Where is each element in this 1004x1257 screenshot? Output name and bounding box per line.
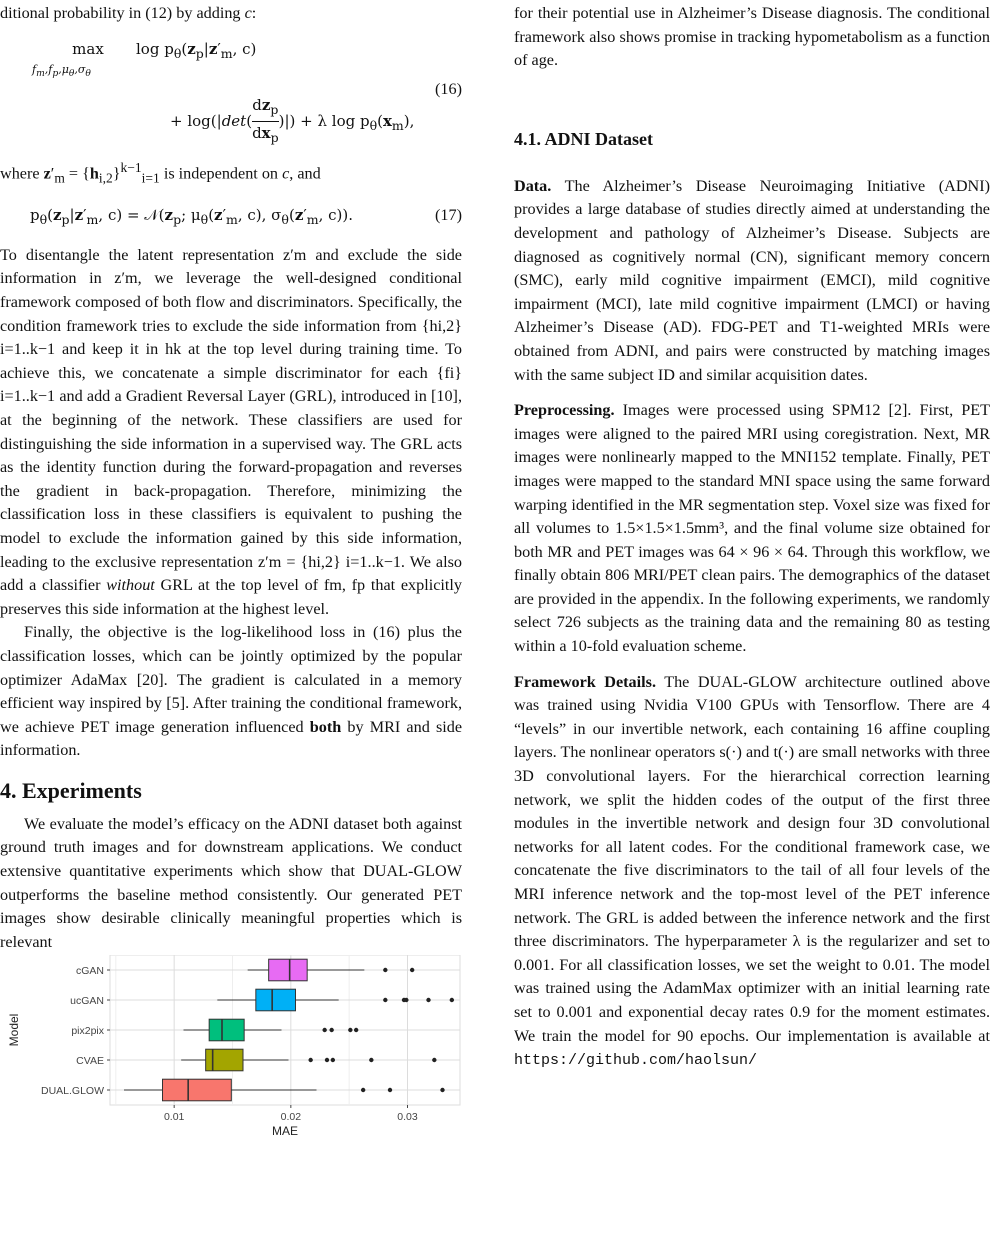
paragraph-preprocessing: Preprocessing. Images were processed using SPM12 [2]. First, PET images were aligned to the paired MRI using coregistration. Next, MR images were nonlinearly mapped to the MNI152 template. Finally, PET images were mapped to the standard MNI space using the same forward warping identified in the MR segmentation step. Voxel size was fixed for all volumes to 1.5×1.5×1.5mm³, and the final volume size obtained for both MR and PET images was 64 × 96 × 64. Through this workflow, we finally obtain 806 MRI/PET clean pairs. The demographics of the dataset are provided in the appendix. In the following experiments, we randomly select 726 subjects as the training data and the remaining 80 as testing within a 10-fold evaluation scheme. — [514, 401, 991, 656]
outlier-point — [404, 998, 408, 1002]
where-line: where $z'_m = \{h_{i,2}\}^{k-1}_{i=1}$ is independent on c, and — [0, 159, 321, 186]
y-axis-label: Model — [7, 1013, 21, 1047]
x-axis-label: MAE — [271, 1124, 299, 1138]
outlier-point — [450, 998, 454, 1002]
category-label: cGAN — [75, 965, 104, 977]
preprocessing-label: Preprocessing. — [514, 401, 615, 420]
mae-boxplot-chart — [0, 955, 462, 1255]
outlier-point — [354, 1028, 358, 1032]
outlier-point — [329, 1028, 333, 1032]
paragraph-experiments: We evaluate the model’s efficacy on the ADNI dataset both against ground truth images and for downstream applications. We conduct extensive quantitative experiments which show that DUAL-GLOW outperforms the baseline method consistently. Our generated PET images show desirable clinically meaningful properties which is relevant — [0, 814, 462, 951]
intro-line: ditional probability in (12) by adding c: — [0, 4, 257, 22]
box-iqr — [206, 1049, 243, 1071]
section-4-title: 4. Experiments — [0, 777, 142, 803]
outlier-point — [383, 968, 387, 972]
x-tick-label: 0.02 — [280, 1111, 302, 1123]
outlier-point — [440, 1088, 444, 1092]
right-column — [514, 0, 990, 1073]
outlier-point — [426, 998, 430, 1002]
paragraph-objective: Finally, the objective is the log-likelihood loss in (16) plus the classification losses, which can be jointly optimized by the popular optimizer AdaMax [20]. The gradient is calculated in a memory efficient way inspired by [5]. After training the conditional framework, we achieve PET image generation influenced both by MRI and side information. — [0, 623, 463, 760]
equation-17: $p_\theta(z_p|z'_m$, $c) = 𝒩(z_p$; $\mu_\theta(z'_m$, c), $\sigma_\theta(z'_m$, c)). (17) — [30, 205, 462, 227]
framework-label: Framework Details. — [514, 672, 656, 691]
outlier-point — [361, 1088, 365, 1092]
outlier-point — [348, 1028, 352, 1032]
outlier-point — [432, 1058, 436, 1062]
left-column — [0, 0, 462, 954]
paragraph-continued: for their potential use in Alzheimer’s Disease diagnosis. The conditional framework also shows promise in tracking hypometabolism as a function of age. — [514, 4, 990, 70]
outlier-point — [410, 968, 414, 972]
outlier-point — [383, 998, 387, 1002]
equation-16: max $f_m,f_p,\mu_\theta,\sigma_\theta$ $\log p_\theta(z_p|z'_m$, c) + log(|det( $dz_p$ $dx_p$ )|) + λ $\log p_\theta(x_m)$, (16) — [32, 39, 462, 146]
paragraph-framework: Framework Details. The DUAL-GLOW architecture outlined above was trained using Nvidia V100 GPUs with Tensorflow. There are 4 “levels” in our invertible network, each containing 16 affine coupling layers. The nonlinear operators s(·) and t(·) are small networks with three 3D convolutional layers. For the hierarchical correction learning network, we split the hidden codes of the output of the first three modules in the invertible network and design four 3D convolutional networks for all latent codes. For the conditional framework case, we concatenate the five discriminators to the tail of all four levels of the MRI inference network and the top-most level of the PET inference network. The GRL is added between the inference network and the first three discriminators. The hyperparameter λ is the regularizer and set to 0.001. For all classification losses, we set the weight to 0.01. The model was trained using the AdamMax optimizer with an initial learning rate set to 0.001 and exponential decay rates 0.9 for the moment estimates. We train the model for 90 epochs. Our implementation is available at https://github.com/haolsun/ — [514, 672, 990, 1070]
paragraph-data: Data. The Alzheimer’s Disease Neuroimaging Initiative (ADNI) provides a large database of studies directly aimed at understanding the development and pathology of Alzheimer’s Disease. Subjects are diagnosed as cognitively normal (CN), significant memory concern (SMC), early mild cognitive impairment (EMCI), mild cognitive impairment (MCI), late mild cognitive impairment (LMCI) or having Alzheimer’s Disease (AD). FDG-PET and T1-weighted MRIs were obtained from ADNI, and pairs were constructed by matching images with the same subject ID and similar acquisition dates. — [514, 176, 990, 384]
x-tick-label: 0.03 — [397, 1111, 418, 1123]
data-label: Data. — [514, 176, 552, 195]
x-tick-labels — [164, 1105, 418, 1123]
eq16-number: (16) — [435, 79, 462, 98]
category-label: pix2pix — [71, 1025, 104, 1037]
outlier-point — [331, 1058, 335, 1062]
outlier-point — [325, 1058, 329, 1062]
outlier-point — [322, 1028, 326, 1032]
paragraph-disentangle: To disentangle the latent representation z′m and exclude the side information in z′m, we leverage the well-designed conditional framework composed of both flow and discriminators. Specifically, the condition framework tries to exclude the side information from {hi,2} i=1..k−1 and keep it in hk at the top level during training time. To achieve this, we concatenate a simple discriminator for each {fi} i=1..k−1 and add a Gradient Reversal Layer (GRL), introduced in [10], at the beginning of the network. These classifiers are used for distinguishing the side information in a supervised way. The GRL acts as the identity function during the forward-propagation and reverses the gradient in back-propagation. Therefore, minimizing the classification loss in these classifiers is equivalent to pushing the model to exclude the information gained by this side information, leading to the exclusive representation z′m = {hi,2} i=1..k−1. We also add a classifier without GRL at the top level of fm, fp that explicitly preserves this side information at the highest level. — [0, 245, 463, 618]
category-label: DUAL.GLOW — [40, 1085, 104, 1097]
category-labels — [41, 965, 110, 1097]
box-iqr — [209, 1019, 244, 1041]
outlier-point — [369, 1058, 373, 1062]
section-4-1-title: 4.1. ADNI Dataset — [514, 128, 653, 149]
category-label: ucGAN — [70, 995, 104, 1007]
github-link[interactable]: https://github.com/haolsun/ — [514, 1052, 758, 1070]
box-iqr — [269, 959, 308, 981]
category-label: CVAE — [76, 1055, 104, 1067]
box-iqr — [163, 1079, 232, 1101]
outlier-point — [388, 1088, 392, 1092]
outlier-point — [308, 1058, 312, 1062]
eq17-number: (17) — [435, 205, 462, 224]
box-iqr — [256, 989, 296, 1011]
x-tick-label: 0.01 — [163, 1111, 185, 1123]
